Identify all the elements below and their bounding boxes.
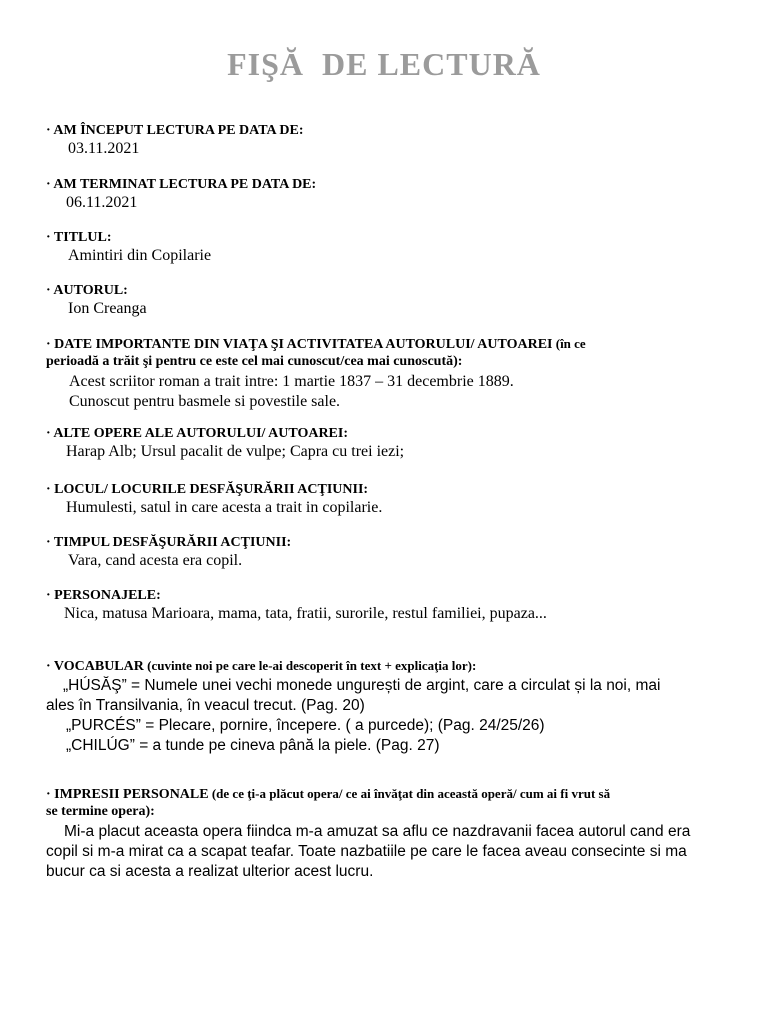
page-title: FIŞĂ DE LECTURĂ (227, 46, 541, 82)
impressions-note: (de ce ţi-a plăcut opera/ ce ai învăţat din această operă/ cum ai fi vrut să (208, 786, 611, 801)
section-end-date (46, 176, 728, 213)
vocabulary-note: (cuvinte noi pe care le-ai descoperit în text + explicaţia lor): (143, 658, 477, 673)
other-works-label: · ALTE OPERE ALE AUTORULUI/ AUTOAREI: (46, 426, 348, 441)
section-start-date (46, 122, 728, 159)
important-dates-line: Acest scriitor roman a trait intre: 1 martie 1837 – 31 decembrie 1889. (69, 373, 514, 390)
important-dates-label: · DATE IMPORTANTE DIN VIAŢA ŞI ACTIVITATEA AUTORULUI/ AUTOAREI (46, 337, 553, 352)
impressions-note-2: se termine opera): (46, 804, 155, 819)
vocabulary-line: „CHILÚG” = a tunde pe cineva până la piele. (Pag. 27) (66, 737, 440, 754)
section-location (46, 481, 728, 518)
start-date-label: · AM ÎNCEPUT LECTURA PE DATA DE: (46, 123, 304, 138)
section-title (46, 229, 728, 266)
impressions-line: Mi-a placut aceasta opera fiindca m-a amuzat sa aflu ce nazdravanii facea autorul cand era (64, 823, 691, 840)
impressions-label: · IMPRESII PERSONALE (46, 787, 209, 802)
title-label: · TITLUL: (46, 230, 112, 245)
start-date-value: 03.11.2021 (68, 140, 140, 157)
characters-label: · PERSONAJELE: (46, 588, 161, 603)
vocabulary-line: „HÚSĂŞ” = Numele unei vechi monede ungurești de argint, care a circulat și la noi, mai (63, 677, 661, 694)
time-value: Vara, cand acesta era copil. (68, 552, 243, 569)
important-dates-note-2: perioadă a trăit şi pentru ce este cel mai cunoscut/cea mai cunoscută): (46, 354, 463, 369)
section-characters (46, 587, 728, 624)
other-works-value: Harap Alb; Ursul pacalit de vulpe; Capra cu trei iezi; (66, 443, 405, 460)
author-value: Ion Creanga (68, 300, 147, 317)
vocabulary-label: · VOCABULAR (46, 659, 144, 674)
section-impressions (46, 785, 728, 882)
impressions-line: bucur ca si acesta a realizat ulterior acest lucru. (46, 863, 374, 880)
characters-value: Nica, matusa Marioara, mama, tata, fratii, surorile, restul familiei, pupaza... (64, 605, 547, 622)
section-other-works (46, 425, 728, 462)
important-dates-line: Cunoscut pentru basmele si povestile sale. (69, 393, 341, 410)
important-dates-note: (în ce (552, 336, 586, 351)
location-label: · LOCUL/ LOCURILE DESFĂŞURĂRII ACŢIUNII: (46, 482, 369, 497)
title-value: Amintiri din Copilarie (68, 247, 212, 264)
section-author (46, 282, 728, 319)
vocabulary-line: „PURCÉS” = Plecare, pornire, începere. ( a purcede); (Pag. 24/25/26) (66, 717, 545, 734)
section-important-dates (46, 335, 728, 412)
section-vocabulary (46, 657, 728, 756)
section-time (46, 534, 728, 571)
time-label: · TIMPUL DESFĂŞURĂRII ACŢIUNII: (46, 535, 292, 550)
impressions-line: copil si m-a mirat ca a scapat teafar. Toate nazbatiile pe care le facea aveau consecinte si ma (46, 843, 687, 860)
vocabulary-line: ales în Transilvania, în veacul trecut. (Pag. 20) (46, 697, 365, 714)
end-date-value: 06.11.2021 (66, 194, 138, 211)
end-date-label: · AM TERMINAT LECTURA PE DATA DE: (46, 177, 317, 192)
author-label: · AUTORUL: (46, 283, 128, 298)
location-value: Humulesti, satul in care acesta a trait in copilarie. (66, 499, 383, 516)
